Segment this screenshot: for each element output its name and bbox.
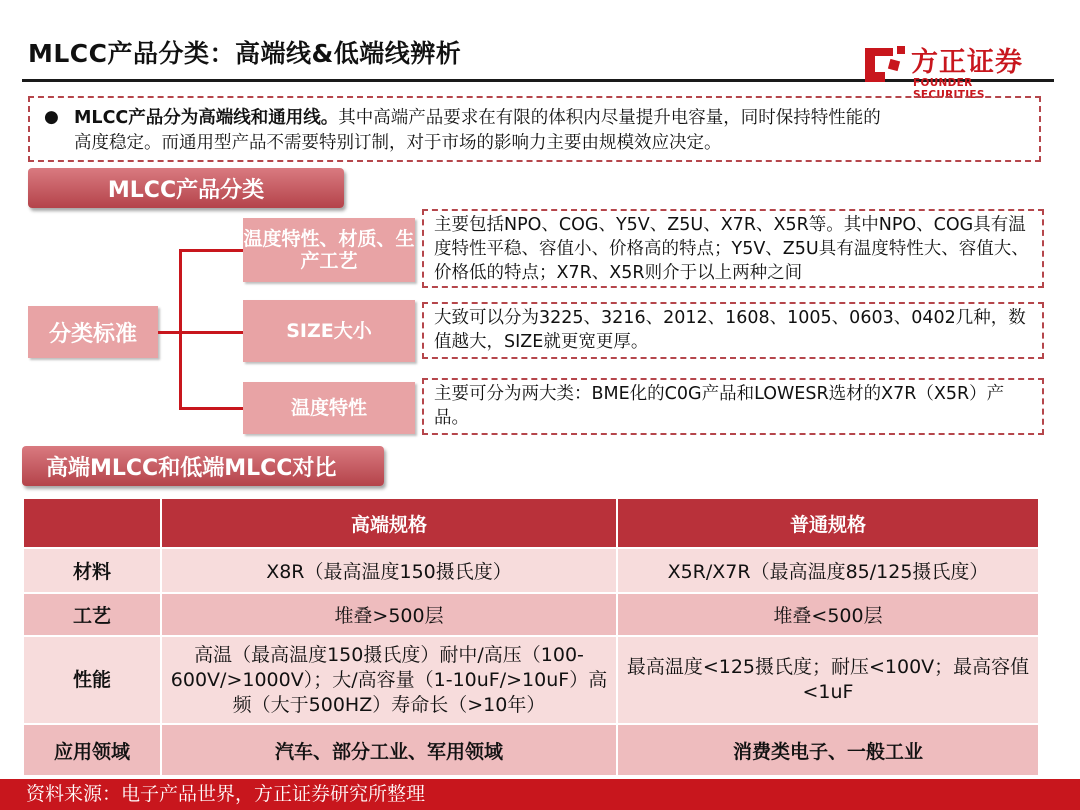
row-label-process: 工艺 (23, 593, 161, 636)
row-label-application: 应用领域 (23, 724, 161, 776)
category-desc-temperature: 主要可分为两大类：BME化的C0G产品和LOWESR选材的X7R（X5R）产品。 (422, 378, 1044, 435)
cell-high-application: 汽车、部分工业、军用领域 (161, 724, 617, 776)
connector-line (179, 331, 243, 334)
category-desc-size: 大致可以分为3225、3216、2012、1608、1005、0603、0402几种，数值越大，SIZE就更宽更厚。 (422, 302, 1044, 359)
table-row (23, 724, 1039, 776)
cell-normal-material: X5R/X7R（最高温度85/125摄氏度） (617, 548, 1039, 593)
category-box-temperature-material-process: 温度特性、材质、生产工艺 (243, 218, 415, 282)
table-row (23, 548, 1039, 593)
table-header-normal: 普通规格 (617, 498, 1039, 548)
cell-normal-performance: 最高温度<125摄氏度；耐压<100V；最高容值<1uF (617, 636, 1039, 724)
founder-securities-logo (863, 40, 1048, 101)
table-header-high-end: 高端规格 (161, 498, 617, 548)
table-row (23, 593, 1039, 636)
intro-bold-text: MLCC产品分为高端线和通用线。 (74, 108, 339, 128)
cell-high-process: 堆叠>500层 (161, 593, 617, 636)
intro-line-2: 高度稳定。而通用型产品不需要特别订制，对于市场的影响力主要由规模效应决定。 (74, 133, 722, 153)
intro-line-1 (42, 106, 1027, 131)
bullet-dot-icon: ● (44, 107, 59, 127)
connector-line (158, 331, 180, 334)
page-title: MLCC产品分类：高端线&低端线辨析 (28, 39, 462, 68)
comparison-heading: 高端MLCC和低端MLCC对比 (22, 446, 384, 486)
connector-line (179, 407, 243, 410)
cell-normal-application: 消费类电子、一般工业 (617, 724, 1039, 776)
connector-line (179, 249, 243, 252)
cell-high-material: X8R（最高温度150摄氏度） (161, 548, 617, 593)
category-box-temperature: 温度特性 (243, 382, 415, 434)
row-label-material: 材料 (23, 548, 161, 593)
cell-normal-process: 堆叠<500层 (617, 593, 1039, 636)
criteria-box: 分类标准 (28, 306, 158, 358)
cell-high-performance: 高温（最高温度150摄氏度）耐中/高压（100-600V/>1000V）；大/高容量（1-10uF/>10uF）高频（大于500HZ）寿命长（>10年） (161, 636, 617, 724)
founder-logo-icon (863, 42, 905, 86)
table-header-corner (23, 498, 161, 548)
logo-english-name: FOUNDER SECURITIES (913, 77, 985, 101)
intro-box (28, 96, 1041, 162)
logo-chinese-name: 方正证券 (911, 47, 1023, 78)
source-footer: 资料来源：电子产品世界，方正证券研究所整理 (0, 779, 1080, 810)
category-box-size: SIZE大小 (243, 300, 415, 362)
connector-line (179, 249, 182, 409)
category-desc-temperature-material-process: 主要包括NPO、COG、Y5V、Z5U、X7R、X5R等。其中NPO、COG具有温度特性平稳、容值小、价格高的特点；Y5V、Z5U具有温度特性大、容值大、价格低的特点；X7R、X5R则介于以上两种之间 (422, 209, 1044, 288)
comparison-table (22, 497, 1040, 777)
row-label-performance: 性能 (23, 636, 161, 724)
classification-heading: MLCC产品分类 (28, 168, 344, 208)
table-row (23, 636, 1039, 724)
intro-rest-text: 其中高端产品要求在有限的体积内尽量提升电容量，同时保持特性能的 (338, 108, 881, 128)
